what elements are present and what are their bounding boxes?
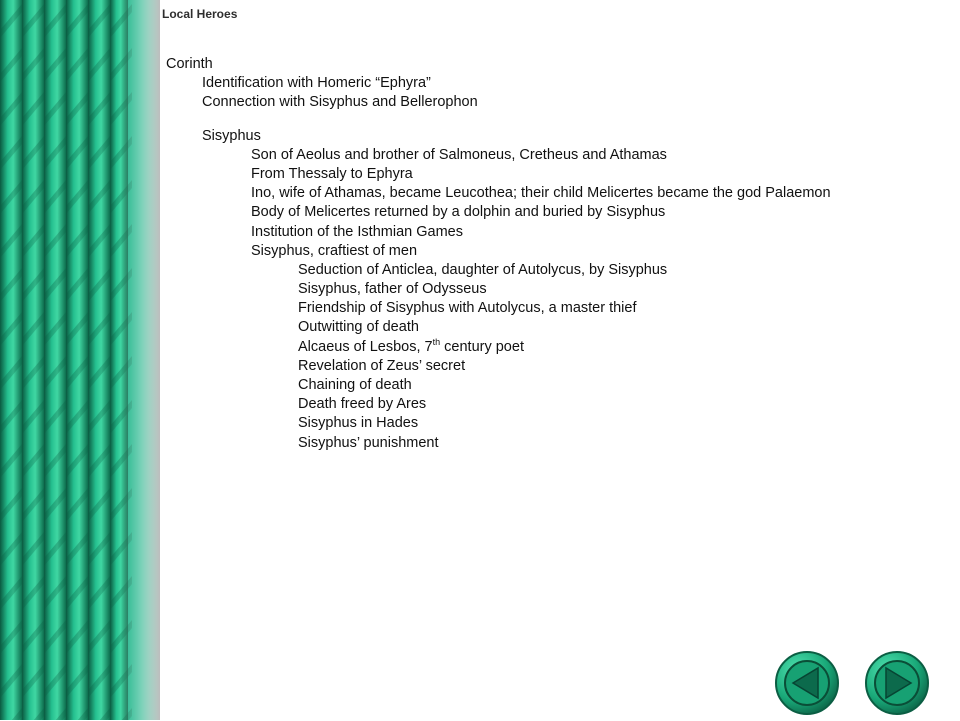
- slide-outline: [166, 55, 946, 453]
- outline-item-text: Corinth: [166, 56, 213, 72]
- outline-item-text-continued: century poet: [440, 338, 524, 355]
- outline-item-level-1: [166, 74, 946, 93]
- outline-item-text: Seduction of Anticlea, daughter of Autolycus, by Sisyphus: [298, 261, 668, 278]
- outline-item-level-1: [166, 127, 946, 146]
- previous-slide-button[interactable]: [774, 650, 840, 716]
- outline-item-text: Sisyphus: [202, 127, 261, 144]
- outline-item-text: Sisyphus in Hades: [298, 415, 419, 432]
- outline-item-text: Institution of the Isthmian Games: [251, 223, 463, 240]
- next-slide-button[interactable]: [864, 650, 930, 716]
- outline-spacer: [166, 113, 946, 127]
- outline-item-level-3: [166, 357, 946, 376]
- outline-item-text: Body of Melicertes returned by a dolphin and buried by Sisyphus: [251, 204, 666, 221]
- outline-item-level-3: [166, 338, 946, 357]
- outline-item-level-3: [166, 434, 946, 453]
- sidebar-stripes-graphic: [0, 0, 160, 720]
- outline-item-level-3: [166, 318, 946, 337]
- outline-item-text: Connection with Sisyphus and Bellerophon: [202, 94, 478, 111]
- outline-item-text: Son of Aeolus and brother of Salmoneus, Cretheus and Athamas: [251, 146, 667, 163]
- outline-item-text: Ino, wife of Athamas, became Leucothea; their child Melicertes became the god Palaemon: [251, 185, 831, 202]
- outline-item-level-2: [166, 146, 946, 165]
- outline-item-text: Outwitting of death: [298, 319, 419, 336]
- outline-item-level-3: [166, 414, 946, 433]
- triangle-right-icon: [864, 650, 930, 716]
- outline-item-level-0: [166, 55, 946, 74]
- outline-item-level-3: [166, 395, 946, 414]
- outline-item-level-2: [166, 184, 946, 203]
- outline-item-text: Sisyphus, father of Odysseus: [298, 281, 487, 298]
- outline-item-level-3: [166, 299, 946, 318]
- outline-item-superscript: th: [432, 336, 441, 347]
- outline-item-text: Chaining of death: [298, 377, 412, 393]
- outline-item-level-2: [166, 165, 946, 184]
- decorative-sidebar: [0, 0, 160, 720]
- outline-item-text: From Thessaly to Ephyra: [251, 165, 413, 182]
- outline-item-text: Identification with Homeric “Ephyra”: [202, 75, 431, 92]
- slide-header-title: Local Heroes: [162, 7, 238, 21]
- outline-item-level-3: [166, 376, 946, 395]
- outline-item-level-1: [166, 93, 946, 112]
- outline-item-level-2: [166, 223, 946, 242]
- outline-item-text: Friendship of Sisyphus with Autolycus, a master thief: [298, 300, 637, 317]
- outline-item-text: Death freed by Ares: [298, 396, 427, 413]
- outline-item-level-2: [166, 203, 946, 222]
- outline-item-level-2: [166, 242, 946, 261]
- triangle-left-icon: [774, 650, 840, 716]
- outline-item-text: Sisyphus’ punishment: [298, 434, 439, 451]
- outline-item-text: Alcaeus of Lesbos, 7: [298, 338, 433, 355]
- outline-item-text: Revelation of Zeus’ secret: [298, 357, 466, 374]
- outline-item-level-3: [166, 261, 946, 280]
- outline-item-level-3: [166, 280, 946, 299]
- outline-item-text: Sisyphus, craftiest of men: [251, 242, 418, 259]
